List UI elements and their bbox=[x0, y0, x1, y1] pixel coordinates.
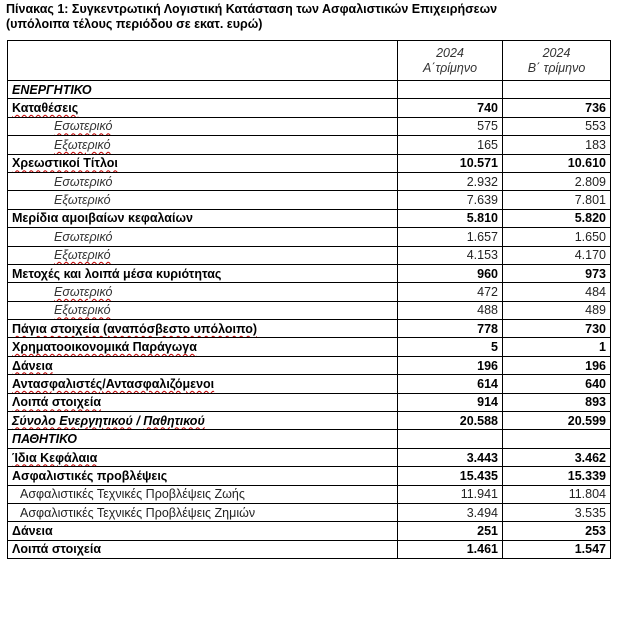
row-value-q1: 778 bbox=[398, 320, 503, 338]
table-row bbox=[8, 283, 611, 301]
table-row bbox=[8, 503, 611, 521]
row-label bbox=[8, 172, 398, 190]
row-value-q1: 3.494 bbox=[398, 503, 503, 521]
row-label-text: Εσωτερικό bbox=[54, 119, 113, 134]
header-q1 bbox=[398, 41, 503, 81]
row-label-text: Λοιπά στοιχεία bbox=[12, 542, 102, 557]
row-label-text: Μερίδια αμοιβαίων κεφαλαίων bbox=[12, 211, 193, 226]
row-label-text: Εξωτερικό bbox=[54, 193, 111, 208]
row-label: ΠΑΘΗΤΙΚΟ bbox=[8, 430, 398, 448]
table-row bbox=[8, 228, 611, 246]
row-label: ΕΝΕΡΓΗΤΙΚΟ bbox=[8, 81, 398, 99]
row-label bbox=[8, 338, 398, 356]
total-row bbox=[8, 412, 611, 430]
table-row bbox=[8, 375, 611, 393]
row-value-q1: 914 bbox=[398, 393, 503, 411]
table-row bbox=[8, 448, 611, 466]
row-label bbox=[8, 485, 398, 503]
row-label bbox=[8, 228, 398, 246]
row-label bbox=[8, 301, 398, 319]
row-value-q2: 7.801 bbox=[503, 191, 611, 209]
row-label-text: Ασφαλιστικές Τεχνικές Προβλέψεις Ζημιών bbox=[20, 505, 256, 520]
table-title bbox=[6, 2, 497, 32]
row-value-q2: 10.610 bbox=[503, 154, 611, 172]
total-label-assets: Σύνολο Ενεργητικού bbox=[12, 413, 133, 428]
row-value-q2: 553 bbox=[503, 117, 611, 135]
header-q2-quarter: Β΄ τρίμηνο bbox=[527, 60, 586, 75]
row-value-q1 bbox=[398, 81, 503, 99]
section-row-assets bbox=[8, 81, 611, 99]
row-label-text: Αντασφαλιστές/Αντασφαλιζόμενοι bbox=[12, 376, 215, 391]
row-value-q1: 1.461 bbox=[398, 540, 503, 558]
row-value-q1: 196 bbox=[398, 356, 503, 374]
table-row bbox=[8, 356, 611, 374]
table-row bbox=[8, 117, 611, 135]
header-q1-quarter: Α΄τρίμηνο bbox=[422, 60, 478, 75]
row-value-q1: 5 bbox=[398, 338, 503, 356]
row-value-q2: 4.170 bbox=[503, 246, 611, 264]
total-label-liabilities: Παθητικού bbox=[143, 413, 205, 428]
row-value-q1: 740 bbox=[398, 99, 503, 117]
row-value-q1: 10.571 bbox=[398, 154, 503, 172]
table-row bbox=[8, 136, 611, 154]
row-value-q1: 11.941 bbox=[398, 485, 503, 503]
row-value-q1: 15.435 bbox=[398, 467, 503, 485]
table-row bbox=[8, 99, 611, 117]
row-value-q2: 183 bbox=[503, 136, 611, 154]
row-value-q2: 11.804 bbox=[503, 485, 611, 503]
row-label bbox=[8, 393, 398, 411]
row-value-q2: 1 bbox=[503, 338, 611, 356]
table-row bbox=[8, 172, 611, 190]
row-value-q2: 489 bbox=[503, 301, 611, 319]
row-value-q2: 973 bbox=[503, 264, 611, 282]
row-value-q2: 893 bbox=[503, 393, 611, 411]
row-value-q1: 575 bbox=[398, 117, 503, 135]
row-value-q2: 253 bbox=[503, 522, 611, 540]
row-value-q2: 730 bbox=[503, 320, 611, 338]
row-label-text: Ασφαλιστικές προβλέψεις bbox=[12, 468, 168, 483]
table-row bbox=[8, 540, 611, 558]
row-value-q2: 15.339 bbox=[503, 467, 611, 485]
table-row bbox=[8, 467, 611, 485]
row-label-text: Ίδια Κεφάλαια bbox=[12, 450, 98, 465]
row-label bbox=[8, 448, 398, 466]
row-label bbox=[8, 320, 398, 338]
row-value-q1: 20.588 bbox=[398, 412, 503, 430]
row-label-text: Εξωτερικό bbox=[54, 137, 111, 152]
header-q2 bbox=[503, 41, 611, 81]
row-value-q2: 3.535 bbox=[503, 503, 611, 521]
row-label-text: Ασφαλιστικές Τεχνικές Προβλέψεις Ζωής bbox=[20, 487, 245, 502]
header-row bbox=[8, 41, 611, 81]
row-value-q1: 251 bbox=[398, 522, 503, 540]
row-label-text: Πάγια στοιχεία (αναπόσβεστο υπόλοιπο) bbox=[12, 321, 258, 336]
section-row-liabilities bbox=[8, 430, 611, 448]
row-label bbox=[8, 99, 398, 117]
row-value-q1: 472 bbox=[398, 283, 503, 301]
row-label-text: Χρηματοοικονομικά Παράγωγα bbox=[12, 340, 197, 355]
row-label-text: Εξωτερικό bbox=[54, 303, 111, 318]
row-label-text: Εσωτερικό bbox=[54, 284, 113, 299]
row-label bbox=[8, 412, 398, 430]
row-label bbox=[8, 246, 398, 264]
row-label-text: Δάνεια bbox=[12, 524, 53, 539]
header-q2-year: 2024 bbox=[542, 45, 571, 60]
header-q1-year: 2024 bbox=[436, 45, 464, 60]
row-value-q1: 4.153 bbox=[398, 246, 503, 264]
row-label bbox=[8, 522, 398, 540]
row-value-q2: 3.462 bbox=[503, 448, 611, 466]
row-label bbox=[8, 356, 398, 374]
balance-sheet-table bbox=[7, 40, 611, 559]
total-label-separator: / bbox=[132, 413, 144, 428]
header-blank-cell bbox=[8, 41, 398, 81]
row-label bbox=[8, 503, 398, 521]
row-value-q2: 20.599 bbox=[503, 412, 611, 430]
row-value-q2 bbox=[503, 430, 611, 448]
row-value-q1: 7.639 bbox=[398, 191, 503, 209]
row-label-text: Χρεωστικοί Τίτλοι bbox=[12, 156, 118, 171]
table-row bbox=[8, 522, 611, 540]
row-value-q2: 1.547 bbox=[503, 540, 611, 558]
row-label bbox=[8, 467, 398, 485]
table-row bbox=[8, 191, 611, 209]
row-label bbox=[8, 117, 398, 135]
row-value-q2: 484 bbox=[503, 283, 611, 301]
row-value-q2 bbox=[503, 81, 611, 99]
row-value-q1: 614 bbox=[398, 375, 503, 393]
table-row bbox=[8, 154, 611, 172]
table-row bbox=[8, 393, 611, 411]
row-label bbox=[8, 209, 398, 227]
title-line-1: Πίνακας 1: Συγκεντρωτική Λογιστική Κατάσταση των Ασφαλιστικών Επιχειρήσεων bbox=[6, 2, 498, 16]
row-label-text: Εσωτερικό bbox=[54, 174, 113, 189]
row-label-text: Καταθέσεις bbox=[12, 101, 79, 116]
row-value-q2: 736 bbox=[503, 99, 611, 117]
row-label bbox=[8, 283, 398, 301]
row-label bbox=[8, 264, 398, 282]
row-label bbox=[8, 191, 398, 209]
table-row bbox=[8, 301, 611, 319]
row-label-text: Εσωτερικό bbox=[54, 229, 113, 244]
row-label-text: Λοιπά στοιχεία bbox=[12, 395, 102, 410]
table-row bbox=[8, 485, 611, 503]
row-label bbox=[8, 375, 398, 393]
row-value-q1: 2.932 bbox=[398, 172, 503, 190]
title-line-2: (υπόλοιπα τέλους περιόδου σε εκατ. ευρώ) bbox=[6, 17, 263, 31]
table-row bbox=[8, 338, 611, 356]
row-value-q2: 5.820 bbox=[503, 209, 611, 227]
row-value-q2: 640 bbox=[503, 375, 611, 393]
table-row bbox=[8, 246, 611, 264]
row-value-q1: 960 bbox=[398, 264, 503, 282]
row-value-q1: 5.810 bbox=[398, 209, 503, 227]
row-value-q1: 488 bbox=[398, 301, 503, 319]
row-label bbox=[8, 540, 398, 558]
row-label-text: Δάνεια bbox=[12, 358, 53, 373]
row-value-q2: 2.809 bbox=[503, 172, 611, 190]
row-value-q2: 1.650 bbox=[503, 228, 611, 246]
row-value-q1 bbox=[398, 430, 503, 448]
row-value-q1: 165 bbox=[398, 136, 503, 154]
table-row bbox=[8, 264, 611, 282]
row-label-text: Εξωτερικό bbox=[54, 248, 111, 263]
row-value-q1: 3.443 bbox=[398, 448, 503, 466]
row-label bbox=[8, 136, 398, 154]
row-label-text: Μετοχές και λοιπά μέσα κυριότητας bbox=[12, 266, 222, 281]
row-value-q2: 196 bbox=[503, 356, 611, 374]
table-row bbox=[8, 320, 611, 338]
row-value-q1: 1.657 bbox=[398, 228, 503, 246]
table-row bbox=[8, 209, 611, 227]
row-label bbox=[8, 154, 398, 172]
